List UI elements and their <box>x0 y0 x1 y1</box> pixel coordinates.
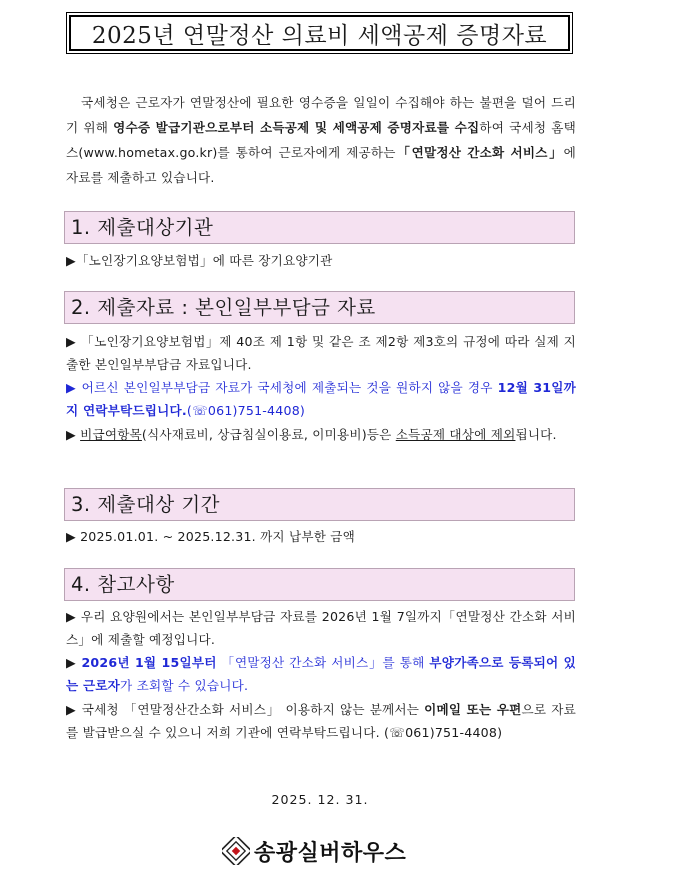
section-2-item-2-deadline: 12월 31일까지 연락부탁드립니다. <box>66 380 576 418</box>
section-3-heading: 3. 제출대상 기간 <box>64 488 575 521</box>
section-4-item-2-arrow: ▶ <box>66 655 82 670</box>
section-2-item-2 <box>66 376 576 422</box>
document-title: 2025년 연말정산 의료비 세액공제 증명자료 <box>69 15 570 51</box>
section-2-item-3-middle: (식사재료비, 상급침실이용료, 이미용비)등은 <box>141 427 396 442</box>
section-4-item-2-date: 2026년 1월 15일부터 <box>81 655 217 670</box>
section-4-item-2-service: 「연말정산 간소화 서비스」를 통해 <box>216 655 430 670</box>
intro-bold-2: 「연말정산 간소화 서비스」 <box>395 145 564 160</box>
section-4-item-3-start: ▶ 국세청 「연말정산간소화 서비스」 이용하지 않는 분께서는 <box>66 702 425 717</box>
section-2-item-3-end: 됩니다. <box>515 427 557 442</box>
section-1-heading: 1. 제출대상기관 <box>64 211 575 244</box>
intro-text-2: 하여 국세청 홈택스(www.hometax.go.kr)를 통하여 근로자에게 제공하는 <box>66 120 576 160</box>
document-title-box <box>66 12 573 54</box>
section-2-item-3-underline-2: 소득공제 대상에 제외 <box>395 427 516 442</box>
section-4-heading: 4. 참고사항 <box>64 568 575 601</box>
section-4-item-2-end: 가 조회할 수 있습니다. <box>120 678 249 693</box>
section-3-item-1: ▶ 2025.01.01. ~ 2025.12.31. 까지 납부한 금액 <box>66 529 356 544</box>
section-2-item-1: ▶ 「노인장기요양보험법」제 40조 제 1항 및 같은 조 제2항 제3호의 규정에 따라 실제 지출한 본인일부부담금 자료입니다. <box>66 334 576 372</box>
section-4-item-3-method: 이메일 또는 우편 <box>424 702 522 717</box>
section-1-item-1: ▶「노인장기요양보험법」에 따른 장기요양기관 <box>66 253 333 268</box>
organization-emblem-icon <box>222 837 250 865</box>
section-4-item-3 <box>66 698 576 744</box>
section-2-item-3 <box>66 423 576 446</box>
organization-logo <box>222 836 406 866</box>
section-4-item-3-end: 으로 자료를 발급받으실 수 있으니 저희 기관에 연락부탁드립니다. (☏061)751-4408) <box>66 702 576 740</box>
organization-name: 송광실버하우스 <box>254 840 407 866</box>
document-date: 2025. 12. 31. <box>271 792 369 807</box>
section-4-item-1: ▶ 우리 요양원에서는 본인일부부담금 자료를 2026년 1월 7일까지「연말정산 간소화 서비스」에 제출할 예정입니다. <box>66 609 576 647</box>
section-2-heading: 2. 제출자료 : 본인일부부담금 자료 <box>64 291 575 324</box>
intro-bold-1: 영수증 발급기관으로부터 소득공제 및 세액공제 증명자료를 수집 <box>113 120 480 135</box>
section-4-item-2 <box>66 651 576 697</box>
section-2-item-2-arrow-text: ▶ 어르신 본인일부부담금 자료가 국세청에 제출되는 것을 원하지 않을 경우 <box>66 380 498 395</box>
intro-text-3: 에 자료를 제출하고 있습니다. <box>66 145 576 185</box>
intro-paragraph <box>66 90 576 190</box>
section-4-item-2-who: 부양가족으로 등록되어 있는 근로자 <box>66 655 576 693</box>
section-2-item-3-arrow: ▶ <box>66 427 81 442</box>
section-2-item-3-underline-1: 비급여항목 <box>80 427 142 442</box>
section-2-item-2-phone: (☏061)751-4408) <box>186 403 306 418</box>
intro-text-1: 국세청은 근로자가 연말정산에 필요한 영수증을 일일이 수집해야 하는 불편을 덜어 드리기 위해 <box>66 95 576 135</box>
